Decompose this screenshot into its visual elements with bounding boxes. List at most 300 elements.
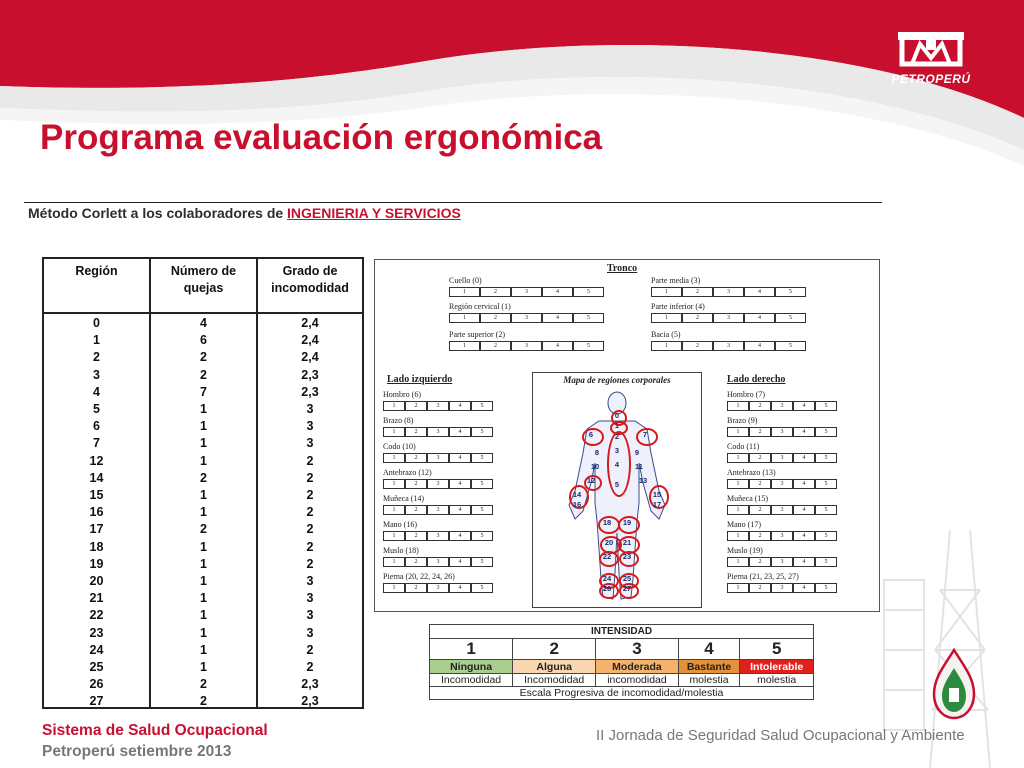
rating-box[interactable]: 2 <box>749 427 771 437</box>
header-quejas <box>151 263 256 297</box>
table-cell-region: 27 <box>89 694 104 709</box>
rating-box[interactable]: 2 <box>749 453 771 463</box>
table-cell-grado: 2 <box>306 470 314 485</box>
region-number: 9 <box>634 448 640 457</box>
body-part-label: Antebrazo (12) <box>383 468 432 477</box>
rating-box[interactable]: 4 <box>793 505 815 515</box>
table-cell-grado: 2,3 <box>301 694 319 709</box>
column-quejas <box>151 259 258 707</box>
body-part-label: Parte superior (2) <box>449 330 505 339</box>
rating-scale <box>651 341 806 351</box>
table-cell-quejas: 2 <box>200 470 207 485</box>
table-cell-quejas: 1 <box>200 625 207 640</box>
rating-scale <box>449 341 604 351</box>
region-number: 13 <box>638 476 648 485</box>
footer-date: Petroperú setiembre 2013 <box>42 743 232 760</box>
rating-box[interactable]: 3 <box>427 531 449 541</box>
rating-scale <box>651 287 806 297</box>
table-cell-quejas: 1 <box>200 591 207 606</box>
rating-box[interactable]: 1 <box>383 427 405 437</box>
rating-box[interactable]: 5 <box>775 341 806 351</box>
rating-box[interactable]: 2 <box>682 341 713 351</box>
table-cell-region: 22 <box>89 608 104 623</box>
rating-box[interactable]: 1 <box>727 531 749 541</box>
body-part-label: Parte inferior (4) <box>651 302 705 311</box>
rating-box[interactable]: 1 <box>383 583 405 593</box>
lado-derecho-title: Lado derecho <box>727 374 786 385</box>
table-cell-quejas: 1 <box>200 556 207 571</box>
table-cell-grado: 2,3 <box>301 384 319 399</box>
rating-box[interactable]: 1 <box>449 287 480 297</box>
rating-box[interactable]: 1 <box>449 313 480 323</box>
body-part-label: Parte media (3) <box>651 276 701 285</box>
table-cell-quejas: 1 <box>200 488 207 502</box>
rating-box[interactable]: 1 <box>651 287 682 297</box>
table-cell-quejas: 1 <box>200 608 207 623</box>
table-cell-region: 2 <box>93 350 100 365</box>
rating-box[interactable]: 3 <box>771 505 793 515</box>
rating-box[interactable]: 5 <box>471 401 493 411</box>
region-number: 21 <box>622 538 632 547</box>
region-number: 23 <box>622 552 632 561</box>
table-cell-quejas: 2 <box>200 350 207 365</box>
region-number: 17 <box>652 500 662 509</box>
table-cell-region: 26 <box>89 677 104 692</box>
region-table <box>42 257 364 709</box>
rating-box[interactable]: 3 <box>427 427 449 437</box>
table-cell-grado: 2,4 <box>301 350 319 365</box>
region-number: 25 <box>622 574 632 583</box>
intensity-level-number: 3 <box>596 639 678 660</box>
rating-box[interactable]: 2 <box>405 583 427 593</box>
map-title: Mapa de regiones corporales <box>563 375 671 385</box>
intensity-footer: Escala Progresiva de incomodidad/molestia <box>430 687 814 700</box>
region-highlight-ring <box>618 516 640 534</box>
rating-box[interactable]: 4 <box>793 479 815 489</box>
rating-box[interactable]: 5 <box>815 557 837 567</box>
rating-box[interactable]: 4 <box>449 505 471 515</box>
table-cell-region: 19 <box>89 556 104 571</box>
body-part-label: Pierna (20, 22, 24, 26) <box>383 572 455 581</box>
rating-scale <box>383 401 493 411</box>
rating-box[interactable]: 5 <box>471 583 493 593</box>
divider <box>24 202 882 203</box>
table-cell-region: 18 <box>89 539 104 554</box>
rating-scale <box>383 557 493 567</box>
petroperu-emblem-icon <box>876 26 986 72</box>
rating-box[interactable]: 3 <box>511 341 542 351</box>
table-cell-quejas: 1 <box>200 660 207 674</box>
body-part-label: Hombro (7) <box>727 390 765 399</box>
rating-box[interactable]: 4 <box>793 583 815 593</box>
rating-box[interactable]: 4 <box>793 453 815 463</box>
table-cell-grado: 2,4 <box>301 316 319 330</box>
rating-box[interactable]: 4 <box>449 557 471 567</box>
body-part-label: Región cervical (1) <box>449 302 511 311</box>
intensity-level-name: Alguna <box>513 660 596 674</box>
rating-box[interactable]: 3 <box>427 401 449 411</box>
rating-scale <box>727 505 837 515</box>
region-highlight-ring <box>582 428 604 446</box>
lado-izquierdo-title: Lado izquierdo <box>387 374 453 385</box>
rating-box[interactable]: 4 <box>542 341 573 351</box>
body-map-questionnaire <box>374 259 880 612</box>
table-cell-grado: 3 <box>306 402 314 416</box>
rating-box[interactable]: 1 <box>727 401 749 411</box>
region-number: 6 <box>588 430 594 439</box>
rating-box[interactable]: 4 <box>744 287 775 297</box>
table-cell-quejas: 4 <box>200 316 207 330</box>
rating-box[interactable]: 1 <box>651 313 682 323</box>
table-cell-region: 24 <box>89 642 104 657</box>
rating-box[interactable]: 2 <box>749 557 771 567</box>
header-divider <box>44 312 362 314</box>
table-cell-grado: 2,3 <box>301 367 319 382</box>
rating-box[interactable]: 5 <box>471 479 493 489</box>
trunk-highlight-ring <box>607 431 631 497</box>
table-cell-region: 23 <box>89 625 104 640</box>
rating-box[interactable]: 5 <box>471 453 493 463</box>
safety-health-emblem-icon <box>928 648 980 720</box>
table-cell-grado: 2 <box>306 556 314 571</box>
rating-box[interactable]: 5 <box>471 427 493 437</box>
rating-box[interactable]: 5 <box>775 287 806 297</box>
header-quejas-line2: quejas <box>183 281 224 295</box>
table-cell-grado: 3 <box>306 419 314 434</box>
rating-box[interactable]: 3 <box>771 583 793 593</box>
region-highlight-ring <box>599 551 619 567</box>
rating-box[interactable]: 3 <box>427 557 449 567</box>
rating-box[interactable]: 1 <box>449 341 480 351</box>
rating-scale <box>383 583 493 593</box>
table-cell-grado: 3 <box>306 591 314 606</box>
rating-box[interactable]: 2 <box>405 531 427 541</box>
table-cell-grado: 2 <box>306 453 314 468</box>
rating-scale <box>727 401 837 411</box>
rating-box[interactable]: 2 <box>749 401 771 411</box>
body-part-label: Cuello (0) <box>449 276 482 285</box>
table-cell-quejas: 1 <box>200 642 207 657</box>
rating-box[interactable]: 5 <box>573 287 604 297</box>
intensity-level-desc: Incomodidad <box>430 674 513 687</box>
rating-box[interactable]: 3 <box>427 479 449 489</box>
rating-box[interactable]: 4 <box>793 557 815 567</box>
rating-box[interactable]: 2 <box>405 557 427 567</box>
rating-box[interactable]: 1 <box>383 557 405 567</box>
logo-text: PETROPERÚ <box>891 72 971 86</box>
rating-box[interactable]: 1 <box>727 583 749 593</box>
rating-scale <box>727 583 837 593</box>
region-number: 4 <box>614 460 620 469</box>
region-number: 20 <box>604 538 614 547</box>
footer-event: II Jornada de Seguridad Salud Ocupacional y Ambiente <box>596 727 965 744</box>
rating-box[interactable]: 3 <box>511 287 542 297</box>
rating-scale <box>727 479 837 489</box>
table-cell-region: 14 <box>89 470 104 485</box>
region-number: 19 <box>622 518 632 527</box>
rating-box[interactable]: 1 <box>727 557 749 567</box>
body-part-label: Hombro (6) <box>383 390 421 399</box>
table-cell-region: 17 <box>89 522 104 537</box>
region-number: 22 <box>602 552 612 561</box>
rating-box[interactable]: 2 <box>480 313 511 323</box>
rating-scale <box>383 531 493 541</box>
rating-box[interactable]: 2 <box>405 427 427 437</box>
intensity-level-number: 5 <box>740 639 814 660</box>
table-cell-grado: 2 <box>306 660 314 674</box>
rating-box[interactable]: 4 <box>449 453 471 463</box>
intensity-level-number: 4 <box>678 639 740 660</box>
rating-box[interactable]: 3 <box>713 287 744 297</box>
rating-box[interactable]: 5 <box>815 479 837 489</box>
rating-box[interactable]: 3 <box>771 453 793 463</box>
intensity-scale <box>429 624 814 699</box>
table-cell-quejas: 1 <box>200 539 207 554</box>
rating-box[interactable]: 1 <box>383 453 405 463</box>
table-cell-quejas: 2 <box>200 677 207 692</box>
table-cell-region: 7 <box>93 436 100 451</box>
table-cell-region: 20 <box>89 574 104 588</box>
table-cell-region: 12 <box>89 453 104 468</box>
body-part-label: Codo (11) <box>727 442 760 451</box>
region-number: 7 <box>642 430 648 439</box>
table-cell-quejas: 2 <box>200 694 207 709</box>
region-number: 12 <box>586 476 596 485</box>
intensity-level-desc: molestia <box>740 674 814 687</box>
rating-box[interactable]: 5 <box>471 531 493 541</box>
body-part-label: Mano (17) <box>727 520 761 529</box>
region-number: 11 <box>635 462 643 471</box>
rating-box[interactable]: 3 <box>427 453 449 463</box>
rating-box[interactable]: 3 <box>771 401 793 411</box>
region-number: 0 <box>614 411 620 420</box>
table-cell-grado: 3 <box>306 574 314 588</box>
method-department: INGENIERIA Y SERVICIOS <box>287 205 461 221</box>
table-cell-region: 1 <box>93 333 100 348</box>
table-cell-quejas: 1 <box>200 574 207 588</box>
table-cell-region: 16 <box>89 505 104 520</box>
table-cell-quejas: 2 <box>200 367 207 382</box>
region-number: 15 <box>652 490 662 499</box>
rating-box[interactable]: 2 <box>405 479 427 489</box>
intensity-level-number: 2 <box>513 639 596 660</box>
table-cell-quejas: 1 <box>200 453 207 468</box>
body-region-map <box>532 372 702 608</box>
body-part-label: Muñeca (14) <box>383 494 425 503</box>
body-part-label: Muslo (19) <box>727 546 763 555</box>
rating-box[interactable]: 2 <box>749 479 771 489</box>
rating-box[interactable]: 2 <box>682 287 713 297</box>
body-part-label: Brazo (9) <box>727 416 758 425</box>
table-cell-quejas: 1 <box>200 436 207 451</box>
header-grado-line2: incomodidad <box>271 281 349 295</box>
rating-box[interactable]: 5 <box>815 401 837 411</box>
body-part-label: Bacia (5) <box>651 330 681 339</box>
table-cell-grado: 3 <box>306 608 314 623</box>
table-cell-quejas: 1 <box>200 402 207 416</box>
rating-box[interactable]: 4 <box>449 479 471 489</box>
rating-box[interactable]: 4 <box>744 341 775 351</box>
table-cell-region: 0 <box>93 316 100 330</box>
body-part-label: Antebrazo (13) <box>727 468 776 477</box>
column-region <box>44 259 151 707</box>
method-prefix: Método Corlett a los colaboradores de <box>28 205 288 221</box>
rating-box[interactable]: 5 <box>815 531 837 541</box>
table-cell-grado: 2 <box>306 522 314 537</box>
rating-box[interactable]: 4 <box>793 401 815 411</box>
intensity-title: INTENSIDAD <box>430 625 814 639</box>
body-part-label: Codo (10) <box>383 442 416 451</box>
table-cell-grado: 2 <box>306 642 314 657</box>
column-grado <box>258 259 362 707</box>
table-cell-region: 15 <box>89 488 104 502</box>
method-heading <box>28 205 461 221</box>
rating-box[interactable]: 3 <box>771 531 793 541</box>
rating-scale <box>727 427 837 437</box>
rating-box[interactable]: 5 <box>815 453 837 463</box>
petroperu-logo <box>876 26 986 96</box>
header-grado-line1: Grado de <box>282 264 338 278</box>
table-cell-region: 5 <box>93 402 100 416</box>
region-number: 3 <box>614 446 620 455</box>
rating-box[interactable]: 1 <box>383 531 405 541</box>
rating-box[interactable]: 4 <box>793 427 815 437</box>
rating-box[interactable]: 1 <box>383 479 405 489</box>
region-number: 14 <box>572 490 582 499</box>
header-region: Región <box>75 264 118 278</box>
rating-box[interactable]: 3 <box>771 427 793 437</box>
rating-box[interactable]: 2 <box>749 583 771 593</box>
rating-box[interactable]: 2 <box>405 505 427 515</box>
rating-box[interactable]: 2 <box>682 313 713 323</box>
rating-scale <box>727 531 837 541</box>
intensity-level-desc: incomodidad <box>596 674 678 687</box>
rating-box[interactable]: 2 <box>480 341 511 351</box>
tronco-title: Tronco <box>607 263 638 274</box>
region-highlight-ring <box>599 583 619 599</box>
rating-box[interactable]: 4 <box>793 531 815 541</box>
rating-box[interactable]: 5 <box>471 505 493 515</box>
rating-box[interactable]: 5 <box>573 313 604 323</box>
table-cell-grado: 2,4 <box>301 333 319 348</box>
table-cell-region: 25 <box>89 660 104 674</box>
page-title: Programa evaluación ergonómica <box>40 118 603 157</box>
rating-box[interactable]: 3 <box>771 557 793 567</box>
body-part-label: Muñeca (15) <box>727 494 769 503</box>
rating-box[interactable]: 1 <box>727 453 749 463</box>
region-number: 27 <box>622 584 632 593</box>
rating-box[interactable]: 1 <box>383 401 405 411</box>
rating-box[interactable]: 1 <box>651 341 682 351</box>
rating-box[interactable]: 5 <box>775 313 806 323</box>
table-cell-grado: 2,3 <box>301 677 319 692</box>
table-cell-grado: 2 <box>306 539 314 554</box>
intensity-level-name: Intolerable <box>740 660 814 674</box>
table-cell-quejas: 7 <box>200 384 207 399</box>
header-quejas-line1: Número de <box>170 264 237 278</box>
intensity-level-number: 1 <box>430 639 513 660</box>
rating-box[interactable]: 1 <box>727 505 749 515</box>
rating-box[interactable]: 5 <box>815 583 837 593</box>
rating-box[interactable]: 3 <box>427 583 449 593</box>
region-number: 8 <box>594 448 600 457</box>
rating-box[interactable]: 2 <box>405 453 427 463</box>
table-cell-grado: 2 <box>306 505 314 520</box>
region-number: 16 <box>572 500 582 509</box>
rating-box[interactable]: 4 <box>449 583 471 593</box>
rating-scale <box>449 287 604 297</box>
rating-box[interactable]: 4 <box>744 313 775 323</box>
region-number: 18 <box>602 518 612 527</box>
region-number: 24 <box>602 574 612 583</box>
intensity-level-desc: molestia <box>678 674 740 687</box>
rating-box[interactable]: 2 <box>749 531 771 541</box>
table-cell-grado: 2 <box>306 488 314 502</box>
rating-scale <box>449 313 604 323</box>
table-cell-quejas: 1 <box>200 419 207 434</box>
table-cell-grado: 3 <box>306 436 314 451</box>
rating-box[interactable]: 3 <box>771 479 793 489</box>
rating-box[interactable]: 3 <box>713 341 744 351</box>
body-part-label: Muslo (18) <box>383 546 419 555</box>
region-highlight-ring <box>619 551 639 567</box>
rating-box[interactable]: 5 <box>471 557 493 567</box>
table-cell-region: 4 <box>93 384 100 399</box>
body-part-label: Pierna (21, 23, 25, 27) <box>727 572 799 581</box>
footer-organization: Sistema de Salud Ocupacional <box>42 722 268 739</box>
header-grado <box>258 263 362 297</box>
rating-box[interactable]: 2 <box>480 287 511 297</box>
table-cell-quejas: 6 <box>200 333 207 348</box>
rating-box[interactable]: 4 <box>542 313 573 323</box>
table-cell-quejas: 1 <box>200 505 207 520</box>
rating-box[interactable]: 5 <box>815 505 837 515</box>
rating-scale <box>383 479 493 489</box>
rating-box[interactable]: 1 <box>727 479 749 489</box>
region-number: 2 <box>614 432 620 441</box>
region-number: 5 <box>614 480 620 489</box>
rating-box[interactable]: 3 <box>713 313 744 323</box>
table-cell-grado: 3 <box>306 625 314 640</box>
region-number: 26 <box>602 584 612 593</box>
body-part-label: Brazo (8) <box>383 416 414 425</box>
rating-scale <box>727 453 837 463</box>
rating-box[interactable]: 1 <box>383 505 405 515</box>
rating-box[interactable]: 3 <box>427 505 449 515</box>
body-part-label: Mano (16) <box>383 520 417 529</box>
rating-box[interactable]: 1 <box>727 427 749 437</box>
rating-scale <box>383 505 493 515</box>
rating-box[interactable]: 4 <box>449 531 471 541</box>
table-cell-region: 21 <box>89 591 104 606</box>
region-highlight-ring <box>636 428 658 446</box>
table-cell-region: 6 <box>93 419 100 434</box>
rating-box[interactable]: 4 <box>449 401 471 411</box>
intensity-level-desc: Incomodidad <box>513 674 596 687</box>
rating-box[interactable]: 4 <box>449 427 471 437</box>
region-number: 1 <box>614 421 620 430</box>
rating-box[interactable]: 5 <box>573 341 604 351</box>
region-highlight-ring <box>619 583 639 599</box>
rating-box[interactable]: 2 <box>405 401 427 411</box>
rating-scale <box>727 557 837 567</box>
rating-box[interactable]: 2 <box>749 505 771 515</box>
rating-box[interactable]: 4 <box>542 287 573 297</box>
rating-box[interactable]: 3 <box>511 313 542 323</box>
rating-box[interactable]: 5 <box>815 427 837 437</box>
intensity-level-name: Bastante <box>678 660 740 674</box>
table-cell-quejas: 2 <box>200 522 207 537</box>
